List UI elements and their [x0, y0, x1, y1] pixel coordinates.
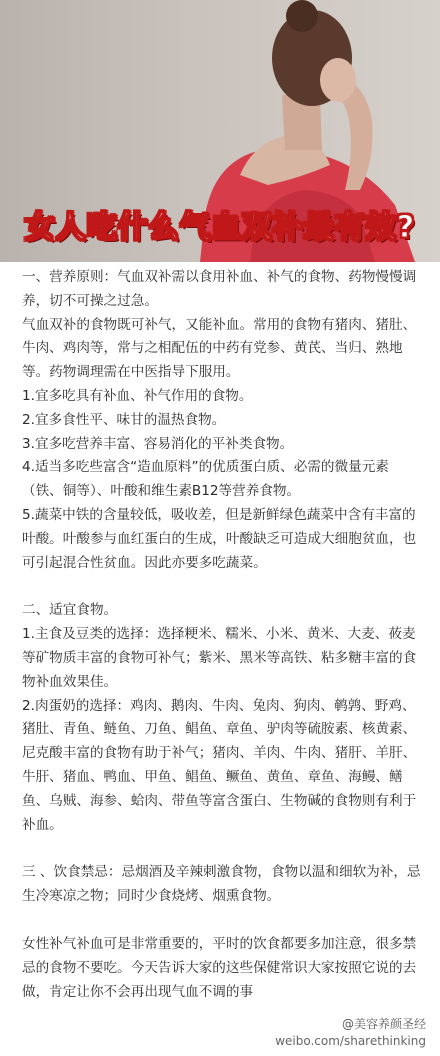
weibo-url-watermark: weibo.com/sharethinking — [271, 1034, 430, 1048]
section-3-title: 三 、饮食禁忌：忌烟酒及辛辣刺激食物，食物以温和细软为补，忌生冷寒凉之物；同时少食烧烤、烟熏食物。 — [22, 864, 421, 905]
list-item: 1.主食及豆类的选择：选择粳米、糯米、小米、黄米、大麦、莜麦等矿物质丰富的食物可补气；紫米、黑米等高铁、粘多糖丰富的食物补血效果佳。 — [22, 626, 417, 690]
list-item: 2.宜多食性平、味甘的温热食物。 — [22, 411, 226, 428]
conclusion-paragraph: 女性补气补血可是非常重要的，平时的饮食都要多加注意，很多禁忌的食物不要吃。今天告诉大家的这些保健常识大家按照它说的去做，肯定让你不会再出现气血不调的事 — [22, 935, 417, 1000]
paragraph: 气血双补的食物既可补气，又能补血。常用的食物有猪肉、猪肚、牛肉、鸡肉等，常与之相配伍的中药有党参、黄芪、当归、熟地等。药物调理需在中医指导下服用。 — [22, 316, 417, 381]
list-item: 4.适当多吃些富含“造血原料”的优质蛋白质、必需的微量元素（铁、铜等）、叶酸和维生素B12等营养食物。 — [22, 459, 389, 500]
section-2-title: 二、适宜食物。 — [22, 602, 118, 619]
section-1-title: 一、营养原则：气血双补需以食用补血、补气的食物、药物慢慢调养，切不可操之过急。 — [22, 269, 417, 309]
header-photo — [0, 0, 440, 262]
page-title: 女人吃什么气血双补最有效? — [24, 210, 416, 245]
list-item: 3.宜多吃营养丰富、容易消化的平补类食物。 — [22, 435, 294, 452]
article-body — [22, 266, 426, 1004]
list-item: 1.宜多吃具有补血、补气作用的食物。 — [22, 387, 253, 404]
list-item: 5.蔬菜中铁的含量较低，吸收差，但是新鲜绿色蔬菜中含有丰富的叶酸。叶酸参与血红蛋白的生成，叶酸缺乏可造成大细胞贫血，也可引起混合性贫血。因此亦要多吃蔬菜。 — [22, 506, 417, 571]
list-item: 2.肉蛋奶的选择：鸡肉、鹅肉、牛肉、兔肉、狗肉、鹌鹑、野鸡、猪肚、青鱼、鲢鱼、刀鱼、鲳鱼、章鱼、驴肉等硫胺素、核黄素、尼克酸丰富的食物有助于补气；猪肉、羊肉、牛肉、猪肝、羊肝、牛肝、猪血、鸭血、甲鱼、鲳鱼、鳜鱼、黄鱼、章鱼、海鳗、鳝鱼、乌贼、海参、蛤肉、带鱼等富含蛋白、生物碱的食物则有利于补血。 — [22, 697, 417, 833]
weibo-account-watermark: @美容养颜圣经 — [338, 1015, 430, 1032]
